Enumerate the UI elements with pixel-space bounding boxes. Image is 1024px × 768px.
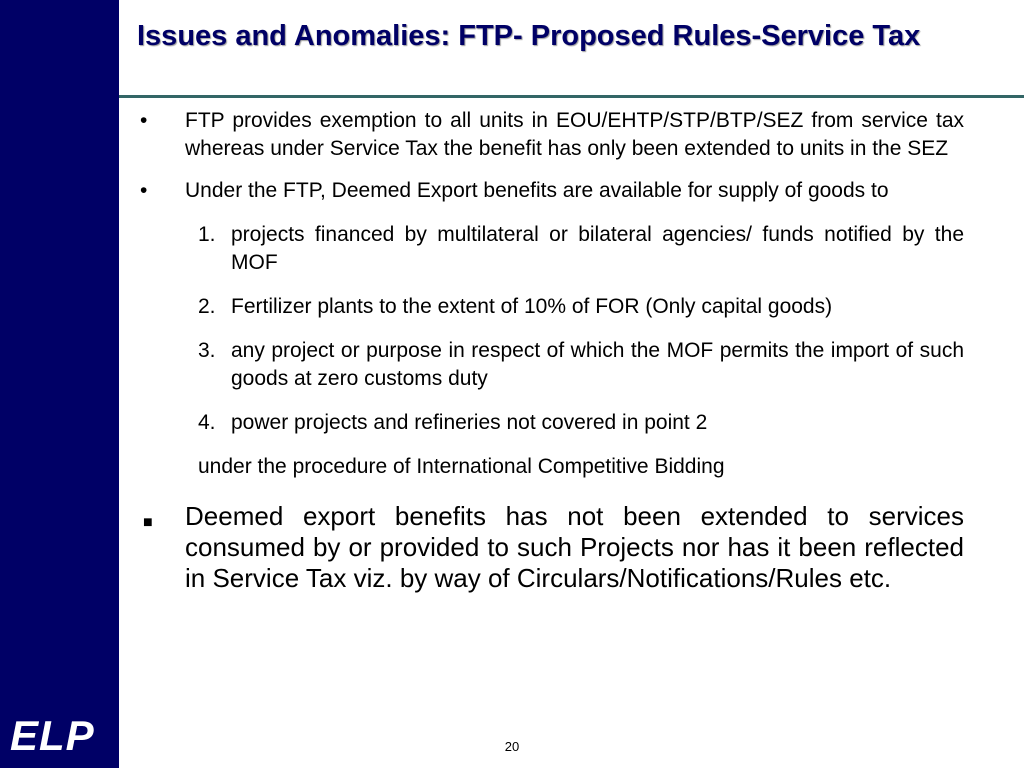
title-divider <box>119 95 1024 98</box>
bullet-dot-icon: • <box>140 109 148 132</box>
slide-title: Issues and Anomalies: FTP- Proposed Rules-Service Tax <box>137 20 921 52</box>
item-text: Fertilizer plants to the extent of 10% of FOR (Only capital goods) <box>231 295 833 318</box>
bullet-text: FTP provides exemption to all units in EOU/EHTP/STP/BTP/SEZ from service tax whereas under Service Tax the benefit has only been extended to units in the SEZ <box>185 109 964 160</box>
slide-body <box>140 107 964 594</box>
numbered-item <box>140 221 964 277</box>
item-text: power projects and refineries not covered in point 2 <box>231 411 708 434</box>
bullet-text: Under the FTP, Deemed Export benefits are available for supply of goods to <box>185 179 889 202</box>
bullet-item <box>140 107 964 163</box>
item-number: 4. <box>198 411 216 434</box>
numbered-item <box>140 409 964 437</box>
square-bullet-item <box>140 501 964 594</box>
numbered-item <box>140 293 964 321</box>
item-number: 3. <box>198 339 216 362</box>
item-number: 1. <box>198 223 216 246</box>
item-text: projects financed by multilateral or bilateral agencies/ funds notified by the MOF <box>231 223 964 274</box>
bullet-text: Deemed export benefits has not been extended to services consumed by or provided to such Projects nor has it been reflected in Service Tax viz. by way of Circulars/Notifications/Rules etc. <box>185 501 964 593</box>
bullet-item <box>140 177 964 205</box>
sidebar-band <box>0 0 119 768</box>
item-number: 2. <box>198 295 216 318</box>
page-number: 20 <box>504 739 520 754</box>
procedure-note: under the procedure of International Competitive Bidding <box>198 455 725 478</box>
bullet-dot-icon: • <box>140 179 148 202</box>
item-text: any project or purpose in respect of which the MOF permits the import of such goods at zero customs duty <box>231 339 964 390</box>
square-bullet-icon: ■ <box>143 514 153 531</box>
numbered-item <box>140 337 964 393</box>
elp-logo: ELP <box>10 712 95 759</box>
